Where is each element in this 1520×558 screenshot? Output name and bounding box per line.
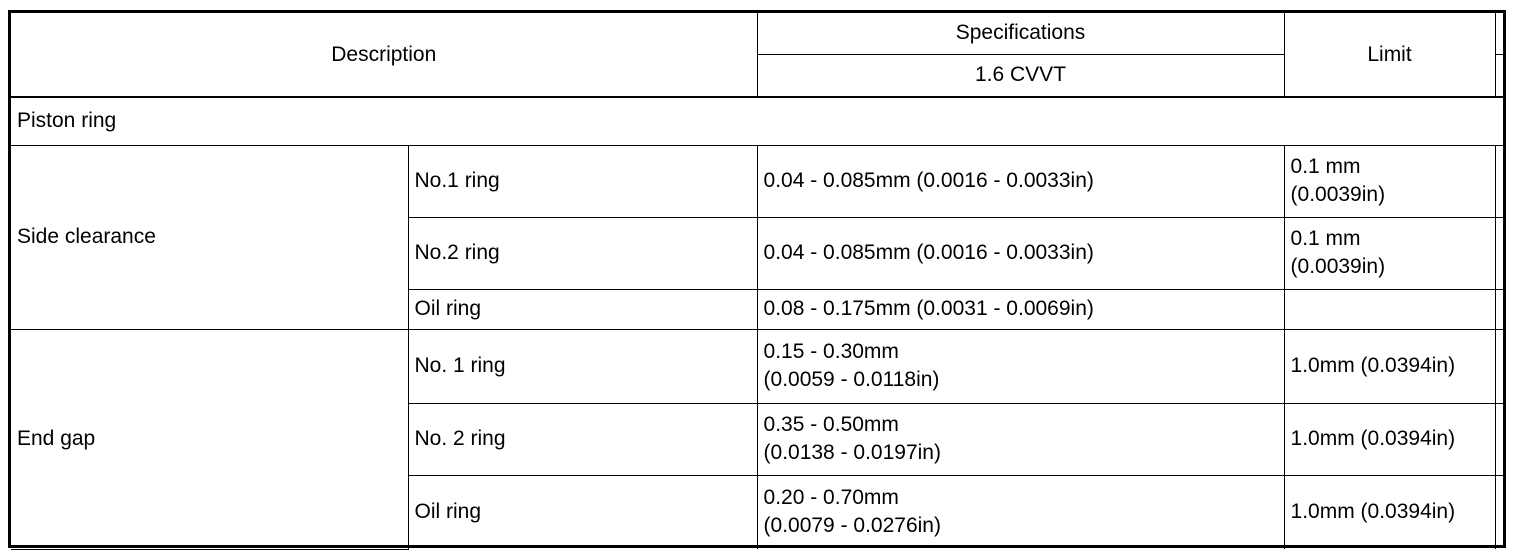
row-spec [757,217,1284,289]
row-spec [757,403,1284,475]
spec-line: 0.15 - 0.30mm [763,340,899,363]
row-item: No.2 ring [408,217,757,289]
group-label: Side clearance [11,145,408,329]
piston-ring-spec-table [11,13,1503,550]
right-edge-cell [1495,217,1503,289]
row-limit: 1.0mm (0.0394in) [1284,329,1495,403]
limit-line: 0.1 mm [1290,227,1361,250]
right-edge-cell [1495,54,1503,97]
row-item: No. 1 ring [408,329,757,403]
row-spec [757,329,1284,403]
row-spec [757,289,1284,329]
spec-line: 0.08 - 0.175mm (0.0031 - 0.0069in) [763,297,1094,320]
limit-line: (0.0039in) [1290,183,1386,206]
right-edge-cell [1495,13,1503,54]
header-description: Description [11,13,757,97]
right-edge-cell [1495,329,1503,403]
row-limit [1284,145,1495,217]
right-edge-cell [1495,475,1503,549]
row-item: Oil ring [408,289,757,329]
row-limit: 1.0mm (0.0394in) [1284,403,1495,475]
spec-line: (0.0059 - 0.0118in) [763,368,940,391]
right-edge-cell [1495,403,1503,475]
row-spec [757,475,1284,549]
row-limit [1284,289,1495,329]
spec-line: 0.04 - 0.085mm (0.0016 - 0.0033in) [763,241,1094,264]
row-item: No. 2 ring [408,403,757,475]
header-specifications: Specifications [757,13,1284,54]
row-spec [757,145,1284,217]
row-item: Oil ring [408,475,757,549]
spec-line: (0.0079 - 0.0276in) [763,514,941,538]
right-edge-cell [1495,145,1503,217]
spec-table-frame [8,10,1506,548]
spec-line: 0.04 - 0.085mm (0.0016 - 0.0033in) [763,169,1094,192]
right-edge-cell [1495,289,1503,329]
spec-line: (0.0138 - 0.0197in) [763,441,941,464]
header-row-1 [11,13,1503,54]
row-item: No.1 ring [408,145,757,217]
limit-line: (0.0039in) [1290,255,1386,278]
section-title: Piston ring [11,97,1503,145]
limit-line: 0.1 mm [1290,155,1361,178]
spec-line: 0.35 - 0.50mm [763,413,899,436]
spec-line: 0.20 - 0.70mm [763,486,899,510]
header-limit: Limit [1284,13,1495,97]
table-row [11,145,1503,217]
row-limit [1284,217,1495,289]
section-row [11,97,1503,145]
row-limit: 1.0mm (0.0394in) [1284,475,1495,549]
table-row [11,329,1503,403]
header-variant: 1.6 CVVT [757,54,1284,97]
group-label: End gap [11,329,408,549]
